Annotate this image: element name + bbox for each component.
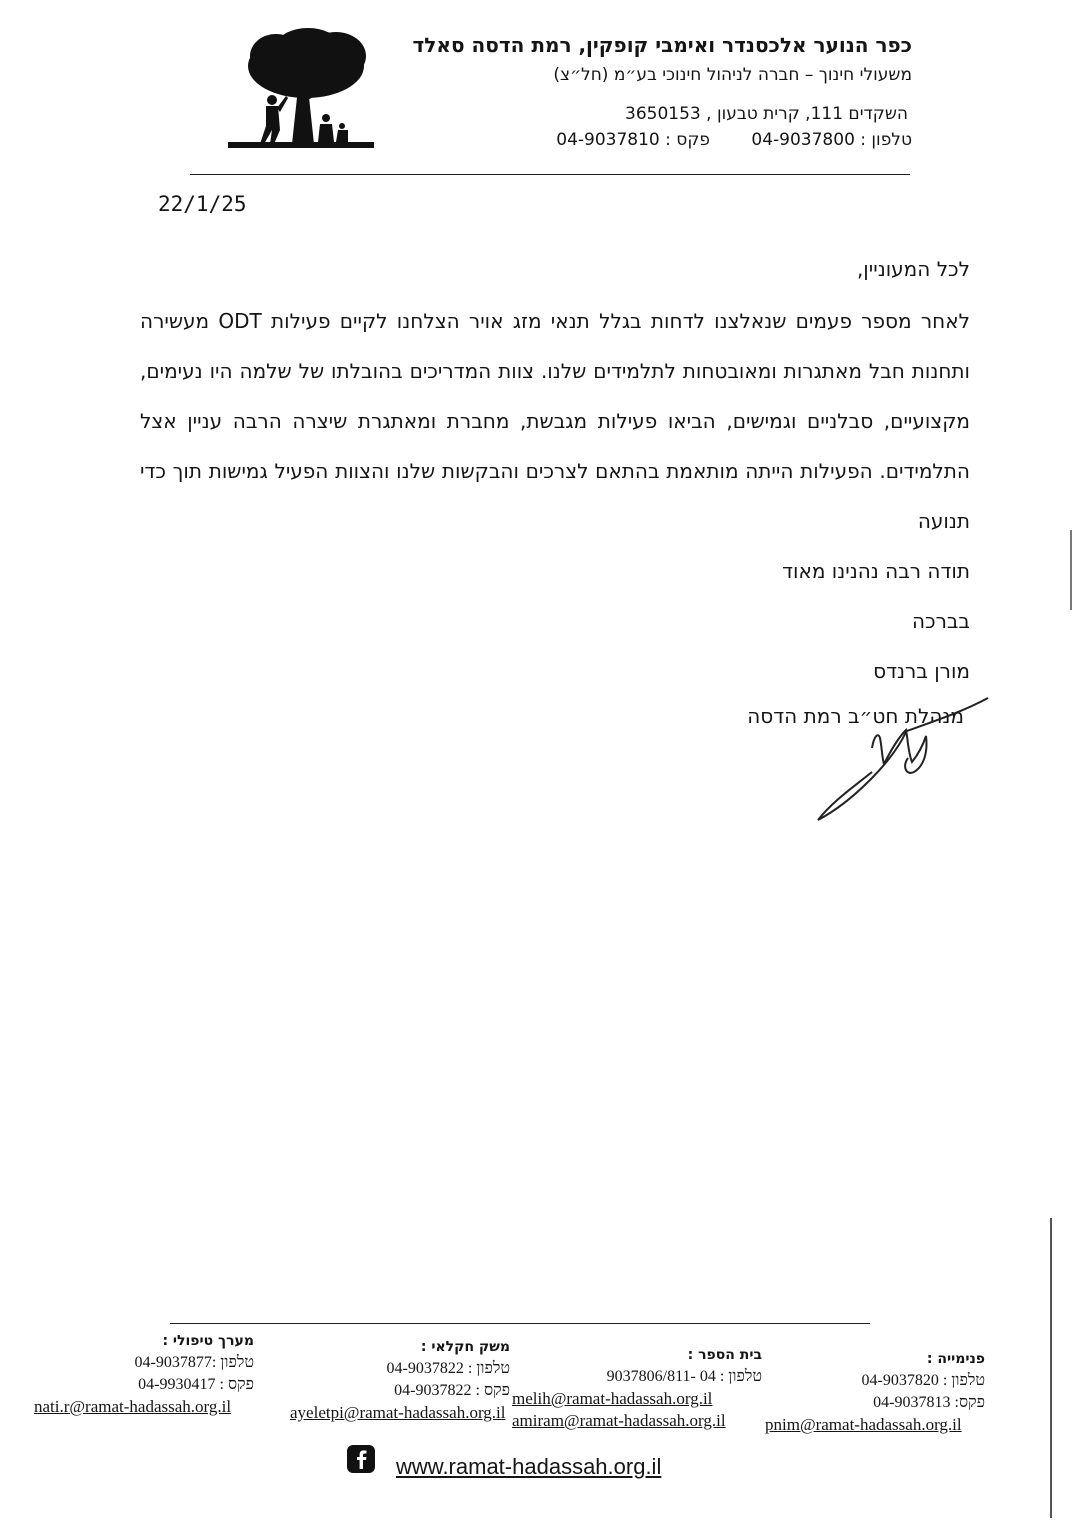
col-fax: פקס: 04-9037813 <box>873 1394 985 1411</box>
email-link[interactable]: melih@ramat-hadassah.org.il <box>512 1389 713 1408</box>
footer-col-school <box>512 1344 762 1432</box>
footer-col-dormitory <box>765 1348 985 1436</box>
col-fax: פקס : 04-9930417 <box>138 1376 254 1393</box>
regards-line: בברכה <box>911 609 970 633</box>
letter-body <box>140 250 970 696</box>
signer-name: מורן ברנדס <box>873 659 970 683</box>
footer-divider <box>170 1323 870 1324</box>
footer-col-farm <box>290 1336 510 1424</box>
thanks-line: תודה רבה נהנינו מאוד <box>782 559 970 583</box>
letterhead <box>352 32 912 152</box>
greeting: לכל המעוניין, <box>856 257 970 281</box>
org-contacts <box>352 128 912 152</box>
col-heading: מערך טיפולי : <box>162 1333 254 1349</box>
letter-paragraph: לאחר מספר פעמים שנאלצנו לדחות בגלל תנאי מזג אויר הצלחנו לקיים פעילות ODT מעשירה ותחנות חבל מאתגרות ומאובטחות לתלמידים שלנו. צוות המדריכים בהובלתו של שלמה היו נעימים, מקצועיים, סבלניים וגמישים, הביאו פעילות מגבשת, מחברת ומאתגרת שיצרה הרבה עניין אצל התלמידים. הפעילות הייתה מותאמת בהתאם לצרכים והבקשות שלנו והצוות הפעיל גמישות תוך כדי תנועה <box>140 309 970 533</box>
col-heading: משק חקלאי : <box>420 1339 510 1355</box>
org-subtitle: משעולי חינוך – חברה לניהול חינוכי בע״מ (חל״צ) <box>553 65 912 85</box>
col-phone: טלפון :04-9037877 <box>134 1354 254 1371</box>
col-phone: טלפון : 04-9037820 <box>861 1372 985 1389</box>
org-name: כפר הנוער אלכסנדר ואימבי קופקין, רמת הדסה סאלד <box>412 33 912 57</box>
scan-edge-line <box>1050 1218 1052 1518</box>
email-link[interactable]: nati.r@ramat-hadassah.org.il <box>34 1397 232 1416</box>
org-address: השקדים 111, קרית טבעון , 3650153 <box>625 104 908 124</box>
header-divider <box>190 174 910 175</box>
org-fax: פקס : 04-9037810 <box>556 130 710 150</box>
col-heading: פנימייה : <box>926 1351 985 1367</box>
handwritten-signature <box>812 692 992 827</box>
signer-role: מנהלת חט״ב רמת הדסה <box>747 704 964 728</box>
email-link[interactable]: amiram@ramat-hadassah.org.il <box>512 1411 726 1430</box>
scan-edge-line <box>1070 530 1072 610</box>
footer-col-therapy <box>34 1330 254 1418</box>
col-heading: בית הספר : <box>687 1347 762 1363</box>
email-link[interactable]: pnim@ramat-hadassah.org.il <box>765 1415 962 1434</box>
website-link[interactable]: www.ramat-hadassah.org.il <box>396 1454 662 1479</box>
org-phone: טלפון : 04-9037800 <box>751 130 912 150</box>
facebook-icon[interactable] <box>346 1444 376 1474</box>
col-phone: טלפון : 04-9037822 <box>386 1360 510 1377</box>
letter-date: 22/1/25 <box>158 192 247 216</box>
col-fax: פקס : 04-9037822 <box>394 1382 510 1399</box>
email-link[interactable]: ayeletpi@ramat-hadassah.org.il <box>290 1403 506 1422</box>
col-phone: טלפון : 04 -9037806/811 <box>606 1368 762 1385</box>
